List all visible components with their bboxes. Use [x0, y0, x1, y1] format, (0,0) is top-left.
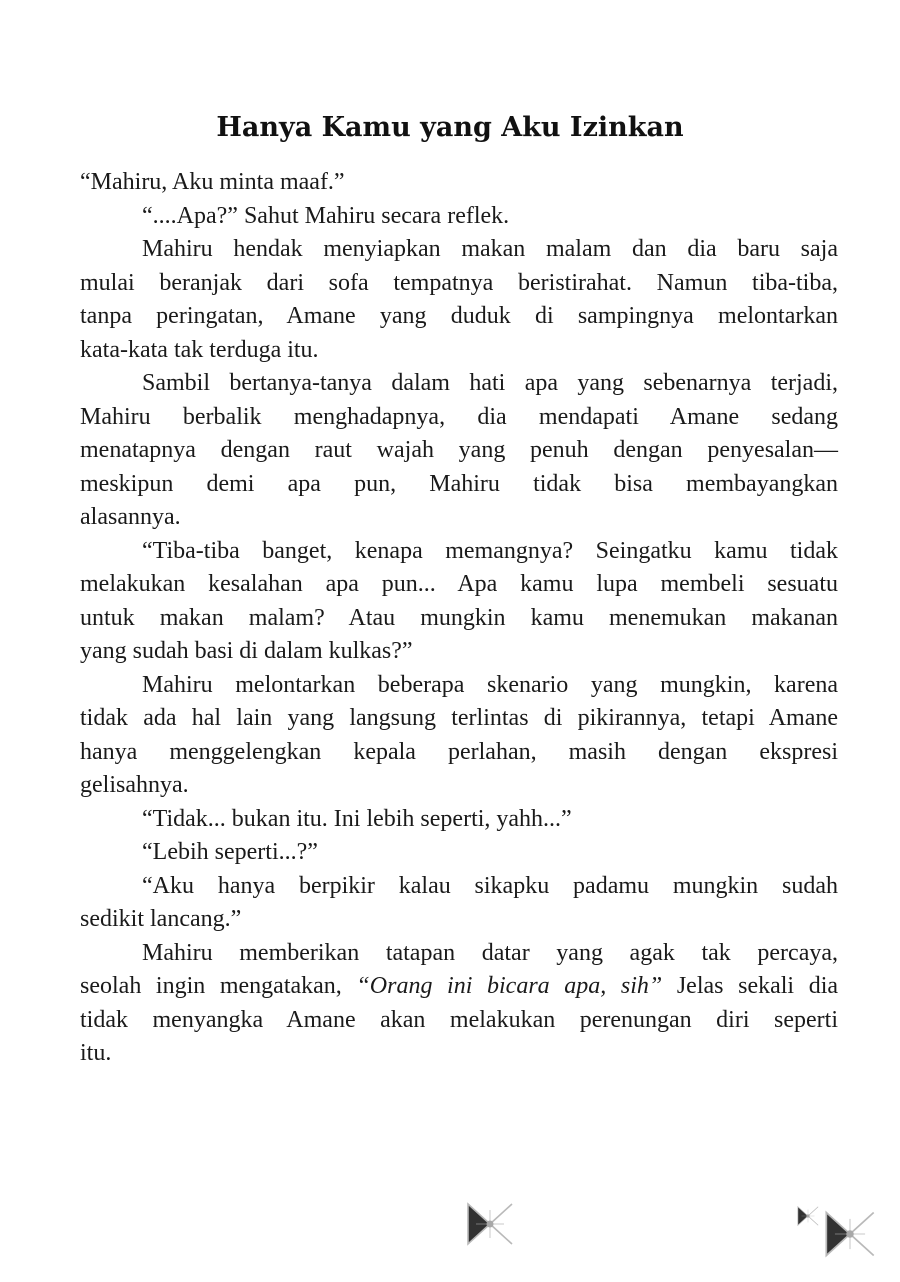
paragraph [80, 535, 838, 669]
paragraph [80, 166, 838, 200]
text-line: Mahiru memberikan tatapan datar yang agak tak percaya, [142, 939, 838, 966]
text-line: meskipun demi apa pun, Mahiru tidak bisa membayangkan [80, 470, 838, 497]
text-line: tanpa peringatan, Amane yang duduk di sampingnya melontarkan [80, 303, 838, 329]
sparkle-icon [464, 1198, 516, 1250]
paragraph [80, 803, 838, 837]
text-line: sedikit lancang.” [80, 906, 242, 932]
text-line: itu. [80, 1040, 112, 1066]
paragraph [80, 233, 838, 367]
text-line: hanya menggelengkan kepala perlahan, masih dengan ekspresi [80, 738, 838, 765]
text-line: mulai beranjak dari sofa tempatnya beristirahat. Namun tiba-tiba, [80, 269, 838, 296]
italic-text: “Orang ini bicara apa, sih” [356, 973, 663, 999]
text-line: tidak menyangka Amane akan melakukan perenungan diri seperti [80, 1006, 838, 1033]
text-segment: seolah ingin mengatakan, [80, 973, 357, 999]
text-line: Sambil bertanya-tanya dalam hati apa yang sebenarnya terjadi, [142, 370, 838, 396]
chapter-body [80, 166, 838, 1071]
text-line [80, 970, 838, 1004]
text-line: “Lebih seperti...?” [142, 839, 318, 865]
paragraph [80, 836, 838, 870]
chapter-title: Hanya Kamu yang Aku Izinkan [216, 112, 684, 143]
text-line: “Tiba-tiba banget, kenapa memangnya? Seingatku kamu tidak [142, 537, 838, 564]
text-line: menatapnya dengan raut wajah yang penuh dengan penyesalan— [80, 437, 838, 463]
text-line: Mahiru hendak menyiapkan makan malam dan dia baru saja [142, 236, 838, 262]
text-line: Mahiru berbalik menghadapnya, dia mendapati Amane sedang [80, 403, 838, 430]
paragraph [80, 937, 838, 1071]
text-line: Mahiru melontarkan beberapa skenario yang mungkin, karena [142, 671, 838, 698]
text-line: “Aku hanya berpikir kalau sikapku padamu mungkin sudah [142, 872, 838, 899]
paragraph [80, 200, 838, 234]
text-line: tidak ada hal lain yang langsung terlintas di pikirannya, tetapi Amane [80, 705, 838, 731]
paragraph [80, 367, 838, 535]
paragraph [80, 870, 838, 937]
text-line: kata-kata tak terduga itu. [80, 336, 319, 363]
text-line: untuk makan malam? Atau mungkin kamu menemukan makanan [80, 604, 838, 631]
text-line: “Mahiru, Aku minta maaf.” [80, 169, 345, 195]
text-line: gelisahnya. [80, 772, 189, 798]
text-line: “Tidak... bukan itu. Ini lebih seperti, yahh...” [142, 805, 572, 832]
paragraph [80, 669, 838, 803]
text-line: yang sudah basi di dalam kulkas?” [80, 638, 413, 664]
text-segment: Jelas sekali dia [662, 973, 839, 999]
text-line: “....Apa?” Sahut Mahiru secara reflek. [142, 202, 510, 229]
sparkle-icon [796, 1204, 820, 1228]
sparkle-icon [822, 1206, 878, 1262]
text-line: alasannya. [80, 504, 181, 530]
text-line: melakukan kesalahan apa pun... Apa kamu lupa membeli sesuatu [80, 571, 838, 597]
